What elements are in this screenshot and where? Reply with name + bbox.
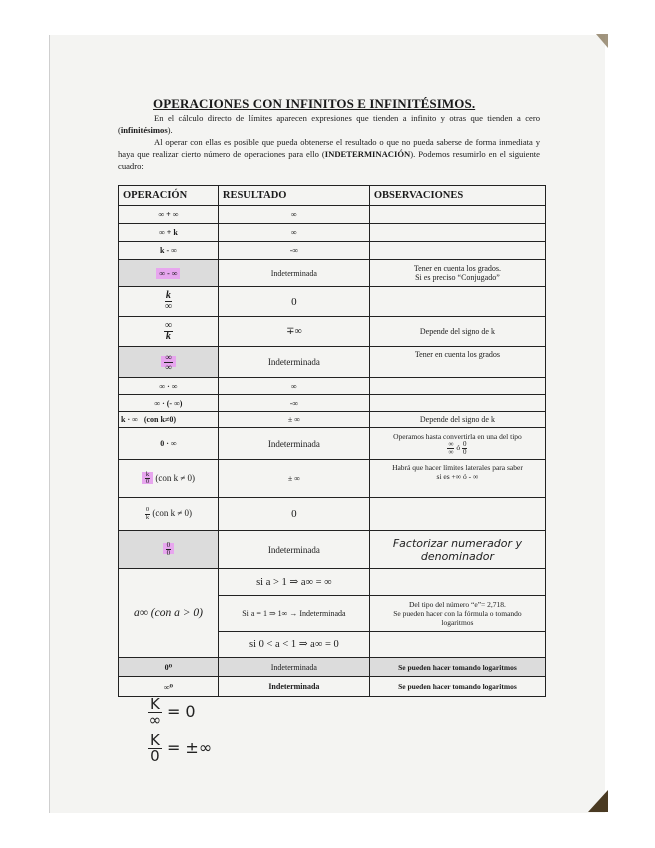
obs-cell — [369, 395, 545, 412]
result-cell: -∞ — [218, 242, 369, 260]
obs-cell — [369, 498, 545, 531]
op-cell: 0⁰ — [119, 658, 219, 677]
result-cell: 0 — [218, 287, 369, 317]
header-operacion: OPERACIÓN — [119, 186, 219, 206]
obs-line: Habrá que hacer límites laterales para saber — [392, 463, 523, 472]
table-row — [119, 677, 546, 697]
op-cell — [119, 317, 219, 347]
fraction: $\frac{\infty}{\infty}$ — [165, 351, 172, 372]
table-row — [119, 395, 546, 412]
obs-line: Si es preciso “Conjugado” — [415, 273, 500, 282]
fraction: $\frac{\infty}{k}$ — [164, 320, 172, 342]
obs-cell — [369, 531, 545, 569]
handwritten-note-2 — [148, 733, 212, 764]
obs-cell — [369, 569, 545, 658]
intro-text — [118, 112, 540, 172]
result-cell: Indeterminada — [218, 260, 369, 287]
op-cell: ∞ · ∞ — [119, 378, 219, 395]
op-cell: ∞ + ∞ — [119, 206, 219, 224]
table-row — [119, 317, 546, 347]
fraction: $\frac{0}{k}$ — [145, 506, 150, 521]
obs-cell — [369, 460, 545, 498]
result-cell: ∞ — [218, 224, 369, 242]
obs-cell — [369, 287, 545, 317]
result-cell: Indeterminada — [218, 658, 369, 677]
table-row — [119, 531, 546, 569]
op-cell — [119, 287, 219, 317]
op-cell — [119, 498, 219, 531]
page-corner-top — [596, 34, 608, 48]
obs-cell — [369, 428, 545, 460]
op-cell: ∞ · (- ∞) — [119, 395, 219, 412]
table-row — [119, 347, 546, 378]
obs-cell: Depende del signo de k — [369, 412, 545, 428]
fraction: $\frac{0}{0}$ — [462, 439, 467, 456]
obs-cell — [369, 260, 545, 287]
obs-cell — [369, 242, 545, 260]
obs-line: Tener en cuenta los grados. — [413, 264, 502, 273]
obs-case-b: Del tipo del número “e”= 2,718. Se pueden hacer con la fórmula o tomando logaritmos — [370, 595, 545, 631]
op-cell — [119, 531, 219, 569]
result-cell: -∞ — [218, 395, 369, 412]
handwritten-note: Factorizar numerador y — [392, 536, 523, 550]
fraction: $\frac{k}{\infty}$ — [164, 290, 172, 312]
op-cell: k - ∞ — [119, 242, 219, 260]
table-row — [119, 460, 546, 498]
result-cell: ∓∞ — [218, 317, 369, 347]
op-cell — [119, 260, 219, 287]
result-cell: ± ∞ — [218, 460, 369, 498]
operations-table — [118, 185, 546, 697]
obs-subtable — [370, 569, 545, 657]
page-title: OPERACIONES CON INFINITOS E INFINITÉSIMOS. — [153, 96, 476, 111]
table-row — [119, 569, 546, 658]
table-row — [119, 224, 546, 242]
table-row — [119, 260, 546, 287]
obs-cell: Depende del signo de k — [369, 317, 545, 347]
page-corner-bottom — [588, 790, 608, 812]
result-case-a: si a > 1 ⇒ a∞ = ∞ — [219, 569, 369, 595]
fraction: $\frac{0}{0}$ — [166, 541, 171, 557]
table-row — [119, 242, 546, 260]
result-cell: ∞ — [218, 378, 369, 395]
obs-cell: Se pueden hacer tomando logaritmos — [369, 677, 545, 697]
highlight-mark — [161, 351, 175, 372]
result-case-b: Si a = 1 ⇒ 1∞ → Indeterminada — [219, 595, 369, 631]
table-row — [119, 658, 546, 677]
table-row — [119, 412, 546, 428]
result-cell: Indeterminada — [218, 347, 369, 378]
highlight-mark: ∞ - ∞ — [156, 268, 180, 279]
obs-connector: ó — [456, 442, 461, 452]
op-cell: 0 · ∞ — [119, 428, 219, 460]
result-cell: ∞ — [218, 206, 369, 224]
table-row — [119, 498, 546, 531]
header-observaciones: OBSERVACIONES — [369, 186, 545, 206]
fraction: K ∞ — [148, 695, 162, 729]
table-row — [119, 428, 546, 460]
table-row — [119, 287, 546, 317]
intro-paragraph-2: Al operar con ellas es posible que pueda obtenerse el resultado o que no pueda saberse de forma inmediata y haya que realizar cierto número de operaciones para ello (INDETERMINACIÓN). Podemos resumirlo en el siguiente cuadro: — [118, 137, 540, 171]
result-cell: Indeterminada — [218, 677, 369, 697]
result-cell: Indeterminada — [218, 428, 369, 460]
obs-line: si es +∞ ó - ∞ — [436, 472, 479, 481]
op-cell: k · ∞ (con k≠0) — [119, 412, 219, 428]
fraction: $\frac{\infty}{\infty}$ — [448, 439, 454, 456]
obs-cell — [369, 224, 545, 242]
header-resultado: RESULTADO — [218, 186, 369, 206]
fraction: $\frac{k}{0}$ — [145, 470, 150, 485]
op-cell — [119, 460, 219, 498]
op-condition: (con k ≠ 0) — [155, 472, 196, 483]
obs-line: Operamos hasta convertirla en una del tipo — [393, 431, 522, 441]
op-cell: a∞ (con a > 0) — [119, 569, 219, 658]
op-condition: (con k ≠ 0) — [152, 508, 193, 519]
fraction: $\frac{K}{0}$ — [150, 731, 160, 765]
highlight-mark — [163, 541, 175, 557]
result-cell: Indeterminada — [218, 531, 369, 569]
op-cell: ∞⁰ — [119, 677, 219, 697]
result-cell: ± ∞ — [218, 412, 369, 428]
table-header — [119, 186, 546, 206]
handwritten-note-1 — [148, 697, 196, 728]
op-cell: ∞ + k — [119, 224, 219, 242]
intro-paragraph-1: En el cálculo directo de límites aparecen expresiones que tienden a infinito y otras que tienden a cero (infinitésimos). — [118, 113, 540, 135]
obs-cell: Tener en cuenta los grados — [369, 347, 545, 378]
obs-cell: Se pueden hacer tomando logaritmos — [369, 658, 545, 677]
highlight-mark — [142, 472, 153, 484]
obs-cell — [369, 378, 545, 395]
result-subtable — [219, 569, 369, 657]
obs-cell — [369, 206, 545, 224]
note-result: = ±∞ — [166, 738, 213, 757]
result-cell — [218, 569, 369, 658]
result-case-c: si 0 < a < 1 ⇒ a∞ = 0 — [249, 639, 339, 651]
table-row — [119, 206, 546, 224]
table-row — [119, 378, 546, 395]
handwritten-note: denominador — [420, 549, 495, 563]
note-result: = 0 — [166, 702, 196, 721]
op-cell — [119, 347, 219, 378]
result-cell: 0 — [218, 498, 369, 531]
